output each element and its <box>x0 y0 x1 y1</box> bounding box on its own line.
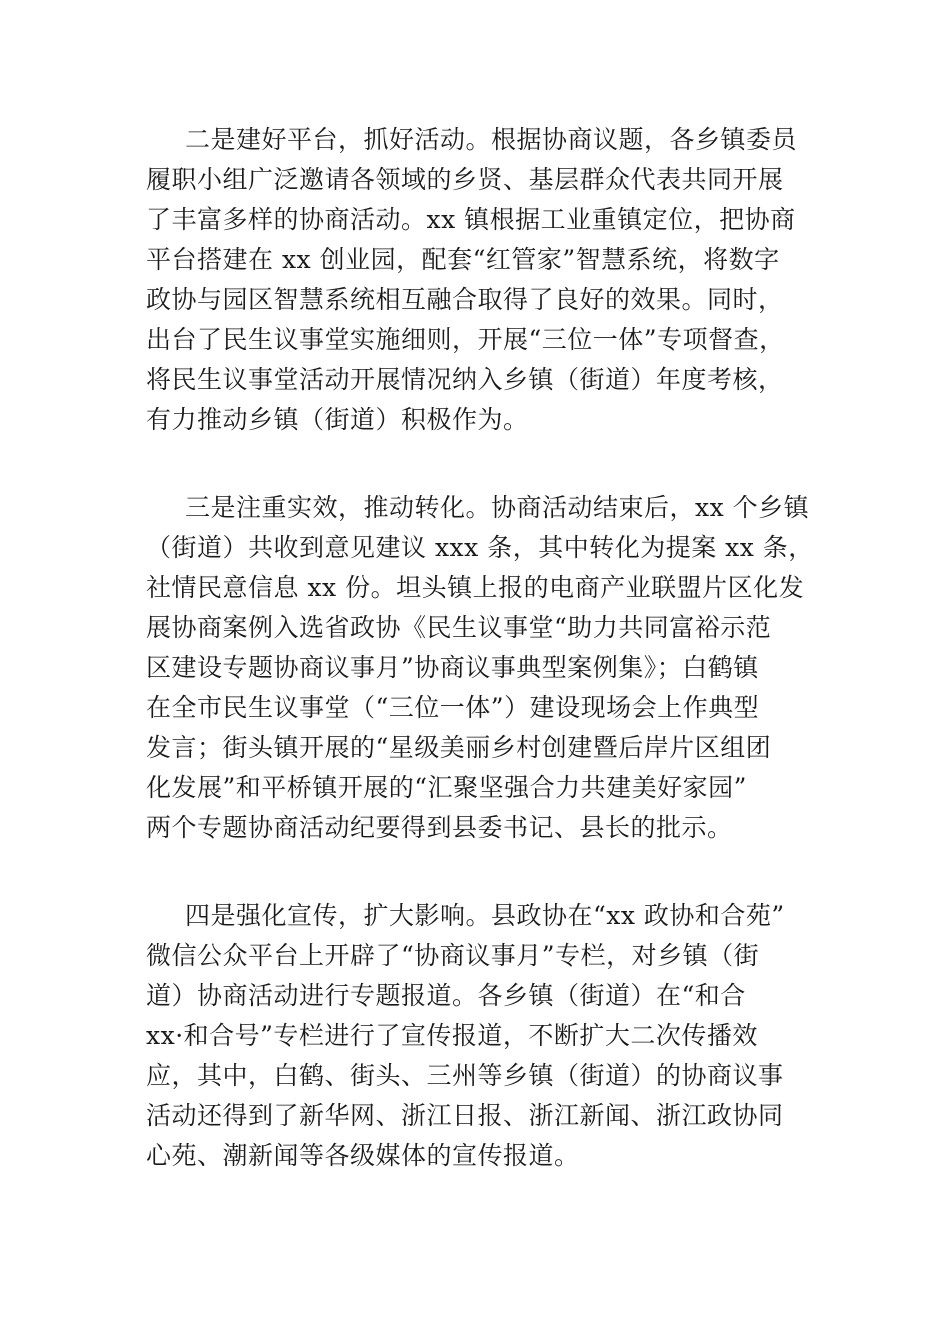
paragraph-line: 道）协商活动进行专题报道。各乡镇（街道）在“和合 <box>146 981 746 1010</box>
paragraph-line: 化发展”和平桥镇开展的“汇聚坚强合力共建美好家园” <box>146 773 747 802</box>
paragraph-line: 平台搭建在 xx 创业园，配套“红管家”智慧系统，将数字 <box>146 245 780 274</box>
paragraph-line: 应，其中，白鹤、街头、三州等乡镇（街道）的协商议事 <box>146 1061 784 1090</box>
paragraph-line: （街道）共收到意见建议 xxx 条，其中转化为提案 xx 条， <box>146 533 814 562</box>
paragraph-line: 在全市民生议事堂（“三位一体”）建设现场会上作典型 <box>146 693 760 722</box>
paragraph-line: 区建设专题协商议事月”协商议事典型案例集》；白鹤镇 <box>146 653 759 682</box>
paragraph-line: 有力推动乡镇（街道）积极作为。 <box>146 405 529 434</box>
paragraph-line: 两个专题协商活动纪要得到县委书记、县长的批示。 <box>146 813 733 842</box>
paragraph-line: 展协商案例入选省政协《民生议事堂“助力共同富裕示范 <box>146 613 772 642</box>
paragraph-line: 三是注重实效，推动转化。协商活动结束后，xx 个乡镇 <box>185 493 810 522</box>
paragraph-line: 出台了民生议事堂实施细则，开展“三位一体”专项督查， <box>146 325 785 354</box>
paragraph-line: 了丰富多样的协商活动。xx 镇根据工业重镇定位，把协商 <box>146 205 796 234</box>
paragraph-line: 履职小组广泛邀请各领域的乡贤、基层群众代表共同开展 <box>146 165 784 194</box>
paragraph-line: 微信公众平台上开辟了“协商议事月”专栏，对乡镇（街 <box>146 941 760 970</box>
paragraph-line: 四是强化宣传，扩大影响。县政协在“xx 政协和合苑” <box>185 901 785 930</box>
paragraph-line: 将民生议事堂活动开展情况纳入乡镇（街道）年度考核， <box>146 365 784 394</box>
paragraph-line: 政协与园区智慧系统相互融合取得了良好的效果。同时， <box>146 285 784 314</box>
paragraph-line: 心苑、潮新闻等各级媒体的宣传报道。 <box>146 1141 580 1170</box>
paragraph-line: xx·和合号”专栏进行了宣传报道，不断扩大二次传播效 <box>146 1021 758 1050</box>
paragraph-line: 二是建好平台，抓好活动。根据协商议题，各乡镇委员 <box>185 125 798 154</box>
paragraph-line: 活动还得到了新华网、浙江日报、浙江新闻、浙江政协同 <box>146 1101 784 1130</box>
paragraph-line: 发言；街头镇开展的“星级美丽乡村创建暨后岸片区组团 <box>146 733 772 762</box>
paragraph-line: 社情民意信息 xx 份。坦头镇上报的电商产业联盟片区化发 <box>146 573 805 602</box>
